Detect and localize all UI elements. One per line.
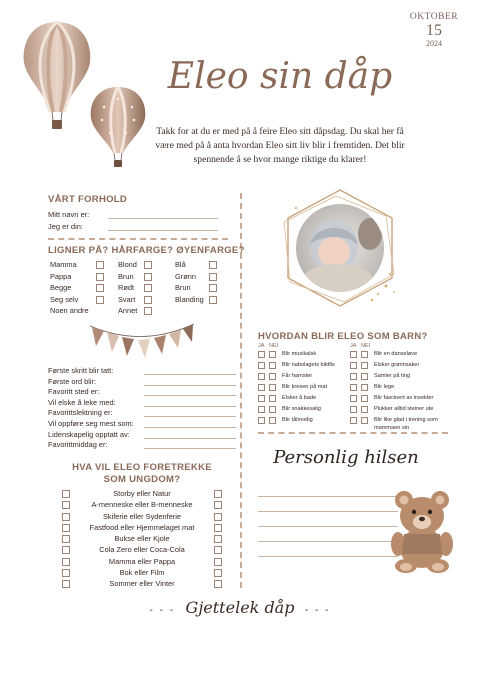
barn-item: Får hamster [282, 373, 313, 379]
section-divider [48, 238, 228, 240]
checkbox[interactable] [96, 261, 104, 269]
checkbox-ja[interactable] [258, 373, 265, 380]
barn-item: Elsker grønnsaker [374, 362, 420, 368]
checkbox-left[interactable] [62, 524, 70, 532]
checkbox-ja[interactable] [258, 384, 265, 391]
ligner-option: Begge [50, 283, 72, 292]
footer-text: Gjettelek dåp [185, 598, 295, 617]
checkbox-nei[interactable] [361, 406, 368, 413]
checkbox-nei[interactable] [269, 351, 276, 358]
checkbox-nei[interactable] [361, 395, 368, 402]
answer-line[interactable] [144, 385, 236, 386]
forste-label: Vil oppføre seg mest som: [48, 418, 134, 428]
barn-ja-label-left: JA [258, 343, 265, 349]
ligner-col3 [175, 260, 204, 306]
barn-item: Blir snakkesalig [282, 406, 321, 412]
ungdom-heading-line2: SOM UNGDOM? [103, 474, 181, 485]
checkbox-left[interactable] [62, 569, 70, 577]
ligner-option: Annet [118, 306, 138, 315]
ungdom-heading-line1: HVA VIL ELEO FORETREKKE [72, 462, 212, 473]
ligner-option: Blå [175, 260, 186, 269]
checkbox-nei[interactable] [269, 406, 276, 413]
checkbox-ja[interactable] [258, 351, 265, 358]
barn-item: Blir lege [374, 384, 395, 390]
balloon-large-icon [20, 20, 94, 135]
hilsen-line[interactable] [258, 541, 398, 542]
checkbox-left[interactable] [62, 580, 70, 588]
forhold-line-name[interactable] [108, 218, 218, 219]
checkbox[interactable] [144, 307, 152, 315]
checkbox-ja[interactable] [258, 406, 265, 413]
ungdom-list [62, 489, 222, 591]
forhold-label-name: Mitt navn er: [48, 210, 90, 219]
checkbox-ja[interactable] [258, 417, 265, 424]
checkbox-right[interactable] [214, 558, 222, 566]
ligner-option: Blond [118, 260, 137, 269]
ligner-option: Blanding [175, 294, 204, 304]
checkbox-right[interactable] [214, 546, 222, 554]
checkbox-ja[interactable] [350, 384, 357, 391]
barn-nei-label-right: NEI [361, 343, 371, 349]
footer [140, 598, 340, 618]
ungdom-item: Mamma eller Pappa [108, 556, 176, 566]
checkbox[interactable] [209, 284, 217, 292]
checkbox-right[interactable] [214, 501, 222, 509]
ligner-option: Pappa [50, 271, 72, 281]
checkbox-nei[interactable] [361, 384, 368, 391]
ligner-option: Mamma [50, 260, 77, 269]
ligner-option: Seg selv [50, 294, 79, 304]
checkbox-ja[interactable] [350, 417, 357, 424]
barn-item: Blir fascinert av insekter [374, 395, 434, 401]
checkbox-nei[interactable] [361, 351, 368, 358]
ungdom-item: Skiferie eller Sydenferie [102, 511, 182, 521]
balloon-small-icon [86, 85, 150, 171]
checkbox-nei[interactable] [361, 417, 368, 424]
bunting-icon [88, 318, 196, 366]
ungdom-item: Cola Zero eller Coca-Cola [99, 545, 185, 555]
barn-nei-label-left: NEI [269, 343, 279, 349]
checkbox-left[interactable] [62, 513, 70, 521]
checkbox-right[interactable] [214, 569, 222, 577]
barn-item: Plukker alltid steiner ute [374, 406, 434, 412]
barn-item: Blir nabolagets bildfis [282, 362, 335, 368]
hilsen-line[interactable] [258, 556, 398, 557]
barn-divider [258, 432, 448, 434]
checkbox-left[interactable] [62, 558, 70, 566]
barn-item: Blir like glad i trening som mammaen sin [374, 417, 438, 431]
checkbox[interactable] [209, 296, 217, 304]
ligner-option: Noen andre [50, 306, 89, 315]
barn-item: Blir en danseløve [374, 351, 418, 357]
forste-list [48, 366, 236, 451]
answer-line[interactable] [144, 438, 236, 439]
checkbox-ja[interactable] [350, 362, 357, 369]
checkbox[interactable] [144, 284, 152, 292]
barn-right-list [350, 350, 450, 432]
ligner-option: Grønn [175, 271, 196, 281]
barn-item: Elsker å bade [282, 395, 317, 401]
checkbox-nei[interactable] [269, 384, 276, 391]
answer-line[interactable] [144, 406, 236, 407]
forste-label: Favoritt sted er: [48, 387, 100, 397]
ungdom-item: A-menneske eller B-menneske [91, 500, 193, 510]
forste-label: Lidenskapelig opptatt av: [48, 429, 130, 439]
hilsen-line[interactable] [258, 496, 398, 497]
checkbox-nei[interactable] [361, 373, 368, 380]
hilsen-line[interactable] [258, 526, 398, 527]
checkbox-right[interactable] [214, 490, 222, 498]
date-day: 15 [426, 22, 442, 39]
ligner-col2 [118, 260, 137, 318]
hilsen-title: Personlig hilsen [273, 447, 419, 468]
ligner-option: Svart [118, 294, 136, 304]
hilsen-line[interactable] [258, 511, 398, 512]
forhold-line-relation[interactable] [108, 230, 218, 231]
checkbox[interactable] [96, 284, 104, 292]
checkbox-ja[interactable] [258, 362, 265, 369]
answer-line[interactable] [144, 374, 236, 375]
footer-dashes-right: - - - [304, 605, 331, 616]
forhold-heading: VÅRT FORHOLD [48, 194, 128, 205]
checkbox-ja[interactable] [350, 351, 357, 358]
checkbox-right[interactable] [214, 535, 222, 543]
date-year: 2024 [426, 39, 442, 48]
answer-line[interactable] [144, 448, 236, 449]
checkbox-ja[interactable] [350, 373, 357, 380]
checkbox[interactable] [144, 273, 152, 281]
checkbox-right[interactable] [214, 580, 222, 588]
date-month: OKTOBER [409, 12, 459, 22]
checkbox-nei[interactable] [361, 362, 368, 369]
ungdom-item: Bukse eller Kjole [114, 534, 170, 544]
intro-text: Takk for at du er med på å feire Eleo sitt dåpsdag. Du skal her få være med på å anta hvordan Eleo sitt liv blir i fremtiden. Det blir spennende å se hvor mange riktige du klarer! [155, 126, 405, 165]
checkbox-nei[interactable] [269, 417, 276, 424]
barn-ja-label-right: JA [350, 343, 357, 349]
baby-photo [278, 186, 402, 314]
checkbox[interactable] [144, 296, 152, 304]
ungdom-heading [48, 462, 236, 486]
checkbox-left[interactable] [62, 535, 70, 543]
forste-label: Vil elske å leke med: [48, 397, 116, 407]
checkbox[interactable] [209, 273, 217, 281]
barn-item: Blir kresen på mat [282, 384, 328, 390]
ligner-heading: LIGNER PÅ? HÅRFARGE? ØYENFARGE? [48, 245, 245, 256]
forste-label: Favorittslektning er: [48, 408, 113, 418]
ligner-col1 [50, 260, 89, 318]
ungdom-item: Fastfood eller Hjemmelaget mat [89, 522, 195, 532]
checkbox[interactable] [96, 273, 104, 281]
checkbox-ja[interactable] [258, 395, 265, 402]
page-title: Eleo sin dåp [167, 56, 393, 97]
date-block [404, 12, 464, 48]
barn-item: Blir tålmodig [282, 417, 313, 423]
barn-heading: HVORDAN BLIR ELEO SOM BARN? [258, 331, 428, 342]
checkbox[interactable] [96, 296, 104, 304]
checkbox-left[interactable] [62, 501, 70, 509]
forste-label: Første skritt blir tatt: [48, 366, 114, 375]
checkbox-right[interactable] [214, 524, 222, 532]
ungdom-item: Storby eller Natur [113, 489, 171, 498]
forste-label: Favorittmiddag er: [48, 440, 108, 450]
checkbox[interactable] [209, 261, 217, 269]
checkbox[interactable] [144, 261, 152, 269]
checkbox-left[interactable] [62, 546, 70, 554]
answer-line[interactable] [144, 427, 236, 428]
checkbox-nei[interactable] [269, 362, 276, 369]
checkbox-nei[interactable] [269, 373, 276, 380]
barn-left-list [258, 350, 348, 427]
checkbox-ja[interactable] [350, 395, 357, 402]
answer-line[interactable] [144, 416, 236, 417]
footer-dashes-left: - - - [149, 605, 176, 616]
ungdom-item: Sommer eller Vinter [109, 579, 175, 589]
answer-line[interactable] [144, 395, 236, 396]
checkbox-nei[interactable] [269, 395, 276, 402]
ligner-option: Brun [175, 283, 191, 292]
ligner-option: Rødt [118, 283, 135, 292]
checkbox-ja[interactable] [350, 406, 357, 413]
teddy-bear-icon [384, 488, 462, 574]
forhold-label-relation: Jeg er din: [48, 222, 84, 231]
barn-item: Blir musikalsk [282, 351, 317, 357]
checkbox-left[interactable] [62, 490, 70, 498]
ungdom-item: Bok eller Film [119, 568, 165, 578]
forste-label: Første ord blir: [48, 376, 97, 386]
ligner-option: Brun [118, 271, 134, 281]
barn-item: Samler på ting [374, 373, 411, 379]
checkbox-right[interactable] [214, 513, 222, 521]
